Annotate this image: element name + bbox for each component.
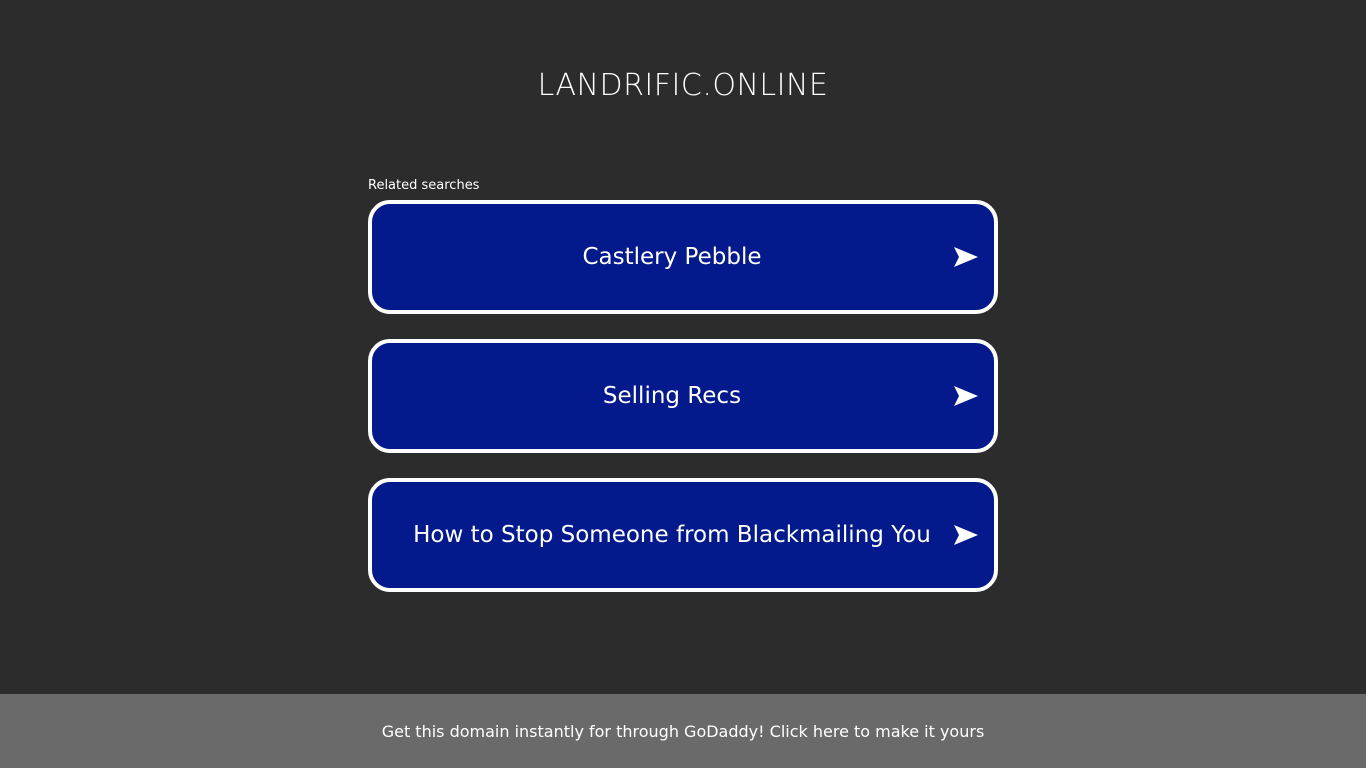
arrow-right-icon bbox=[954, 386, 978, 406]
related-search-label: Selling Recs bbox=[602, 383, 742, 409]
related-search-link[interactable] bbox=[368, 200, 998, 314]
related-search-link[interactable] bbox=[368, 339, 998, 453]
page-title: LANDRIFIC.ONLINE bbox=[537, 68, 829, 103]
buy-domain-link[interactable]: Get this domain instantly for through GoDaddy! Click here to make it yours bbox=[381, 721, 985, 741]
related-searches-list bbox=[368, 200, 998, 617]
arrow-right-icon bbox=[954, 247, 978, 267]
related-search-link[interactable] bbox=[368, 478, 998, 592]
related-search-label: How to Stop Someone from Blackmailing You bbox=[413, 522, 931, 548]
related-searches-label: Related searches bbox=[368, 178, 480, 193]
related-search-label: Castlery Pebble bbox=[582, 244, 762, 270]
footer-bar bbox=[0, 694, 1366, 768]
arrow-right-icon bbox=[954, 525, 978, 545]
